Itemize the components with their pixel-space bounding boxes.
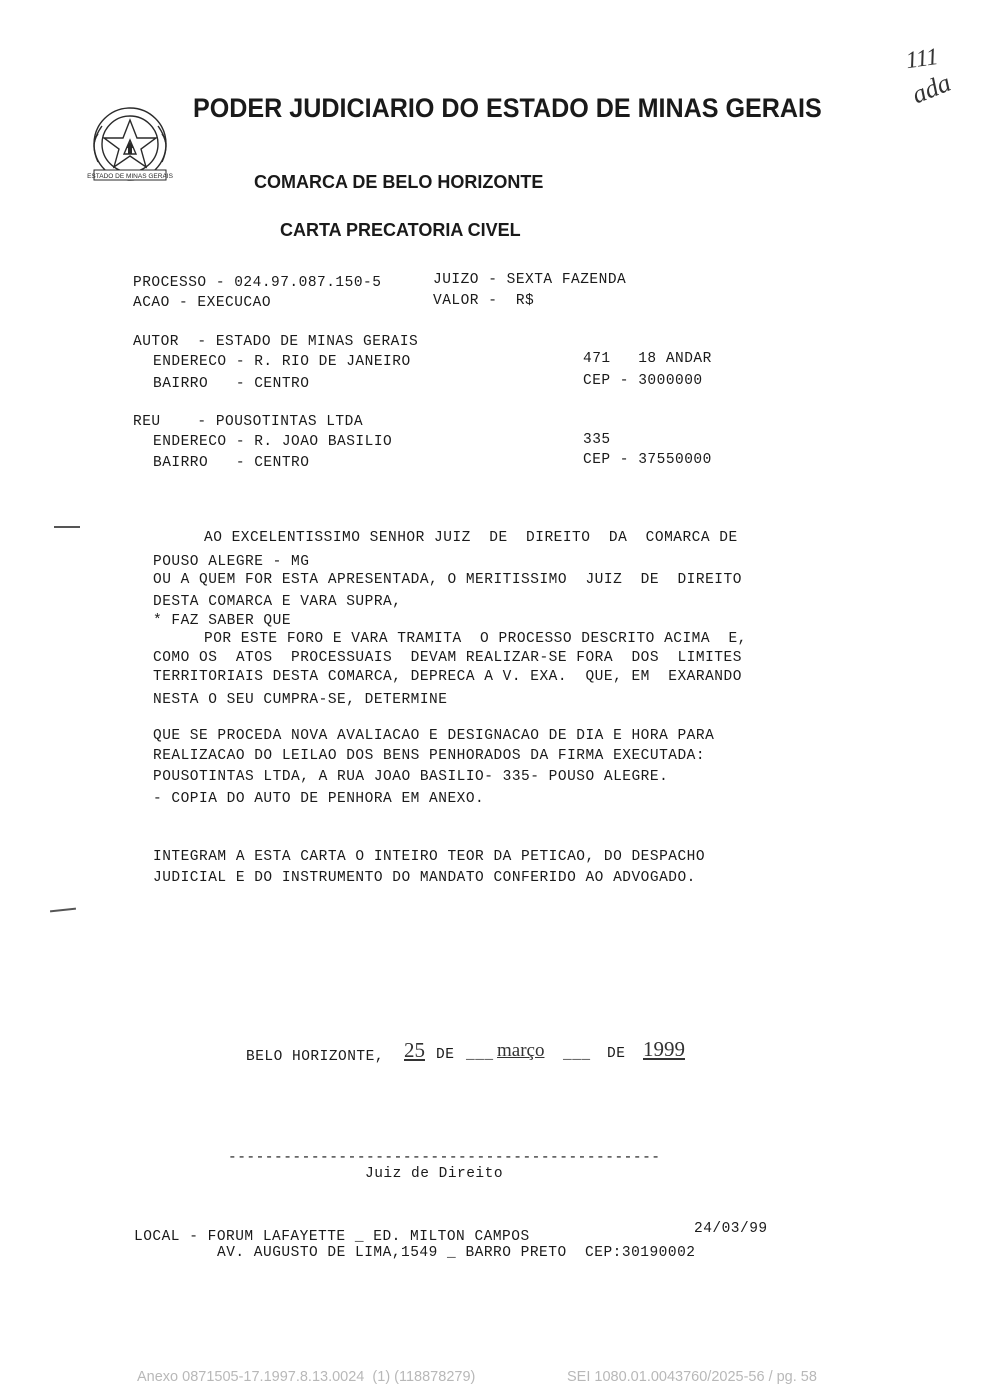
- body-line: TERRITORIAIS DESTA COMARCA, DEPRECA A V. EXA. QUE, EM EXARANDO: [153, 669, 742, 685]
- handwritten-page-number: 111: [904, 43, 941, 75]
- court-title: PODER JUDICIARIO DO ESTADO DE MINAS GERAIS: [193, 93, 822, 123]
- date-day: 25: [404, 1038, 425, 1062]
- local-line-1: LOCAL - FORUM LAFAYETTE _ ED. MILTON CAMPOS: [134, 1229, 530, 1245]
- date-blank-right: ___: [563, 1047, 591, 1063]
- body-line: INTEGRAM A ESTA CARTA O INTEIRO TEOR DA PETICAO, DO DESPACHO: [153, 849, 706, 865]
- body-line: POR ESTE FORO E VARA TRAMITA O PROCESSO DESCRITO ACIMA E,: [204, 631, 747, 647]
- processo-number: PROCESSO - 024.97.087.150-5: [133, 275, 382, 291]
- juizo: JUIZO - SEXTA FAZENDA: [433, 272, 627, 288]
- local-date: 24/03/99: [694, 1221, 768, 1237]
- body-line: POUSO ALEGRE - MG: [153, 554, 310, 570]
- reu-cep: CEP - 37550000: [583, 452, 712, 468]
- body-line: OU A QUEM FOR ESTA APRESENTADA, O MERITISSIMO JUIZ DE DIREITO: [153, 572, 742, 588]
- margin-mark: [50, 908, 76, 913]
- date-month: março: [497, 1040, 545, 1061]
- margin-mark: [54, 526, 80, 528]
- acao: ACAO - EXECUCAO: [133, 295, 272, 311]
- local-line-2: AV. AUGUSTO DE LIMA,1549 _ BARRO PRETO CEP:30190002: [217, 1245, 696, 1261]
- body-line: POUSOTINTAS LTDA, A RUA JOAO BASILIO- 335- POUSO ALEGRE.: [153, 769, 669, 785]
- handwritten-initials: ada: [907, 67, 955, 110]
- comarca-heading: COMARCA DE BELO HORIZONTE: [254, 172, 544, 192]
- reu-bairro: BAIRRO - CENTRO: [153, 455, 310, 471]
- reu-numero: 335: [583, 432, 611, 448]
- document-type-heading: CARTA PRECATORIA CIVEL: [280, 220, 521, 240]
- date-blank-left: ___: [466, 1047, 494, 1063]
- autor-cep: CEP - 3000000: [583, 373, 703, 389]
- footer-annex-reference: Anexo 0871505-17.1997.8.13.0024 (1) (118878279): [137, 1369, 476, 1385]
- body-line: NESTA O SEU CUMPRA-SE, DETERMINE: [153, 692, 448, 708]
- footer-sei-reference: SEI 1080.01.0043760/2025-56 / pg. 58: [567, 1369, 817, 1385]
- autor-endereco: ENDERECO - R. RIO DE JANEIRO: [153, 354, 411, 370]
- body-line: JUDICIAL E DO INSTRUMENTO DO MANDATO CONFERIDO AO ADVOGADO.: [153, 870, 696, 886]
- body-line: QUE SE PROCEDA NOVA AVALIACAO E DESIGNACAO DE DIA E HORA PARA: [153, 728, 715, 744]
- autor-name: AUTOR - ESTADO DE MINAS GERAIS: [133, 334, 419, 350]
- coat-of-arms-seal: [84, 104, 176, 188]
- body-line: - COPIA DO AUTO DE PENHORA EM ANEXO.: [153, 791, 485, 807]
- body-line: * FAZ SABER QUE: [153, 613, 292, 629]
- body-line: AO EXCELENTISSIMO SENHOR JUIZ DE DIREITO DA COMARCA DE: [204, 530, 738, 546]
- body-line: REALIZACAO DO LEILAO DOS BENS PENHORADOS DA FIRMA EXECUTADA:: [153, 748, 706, 764]
- valor: VALOR - R$: [433, 293, 535, 309]
- reu-name: REU - POUSOTINTAS LTDA: [133, 414, 364, 430]
- seal-label: ESTADO DE MINAS GERAIS: [87, 173, 173, 180]
- signature-label: Juiz de Direito: [365, 1166, 504, 1182]
- body-line: COMO OS ATOS PROCESSUAIS DEVAM REALIZAR-SE FORA DOS LIMITES: [153, 650, 742, 666]
- date-de-1: DE: [436, 1047, 455, 1063]
- signature-line: -----------------------------------------------: [228, 1150, 661, 1166]
- body-line: DESTA COMARCA E VARA SUPRA,: [153, 594, 402, 610]
- autor-bairro: BAIRRO - CENTRO: [153, 376, 310, 392]
- reu-endereco: ENDERECO - R. JOAO BASILIO: [153, 434, 393, 450]
- date-year: 1999: [643, 1037, 685, 1061]
- date-de-2: DE: [607, 1046, 626, 1062]
- autor-numero: 471 18 ANDAR: [583, 351, 712, 367]
- date-city: BELO HORIZONTE,: [246, 1049, 385, 1065]
